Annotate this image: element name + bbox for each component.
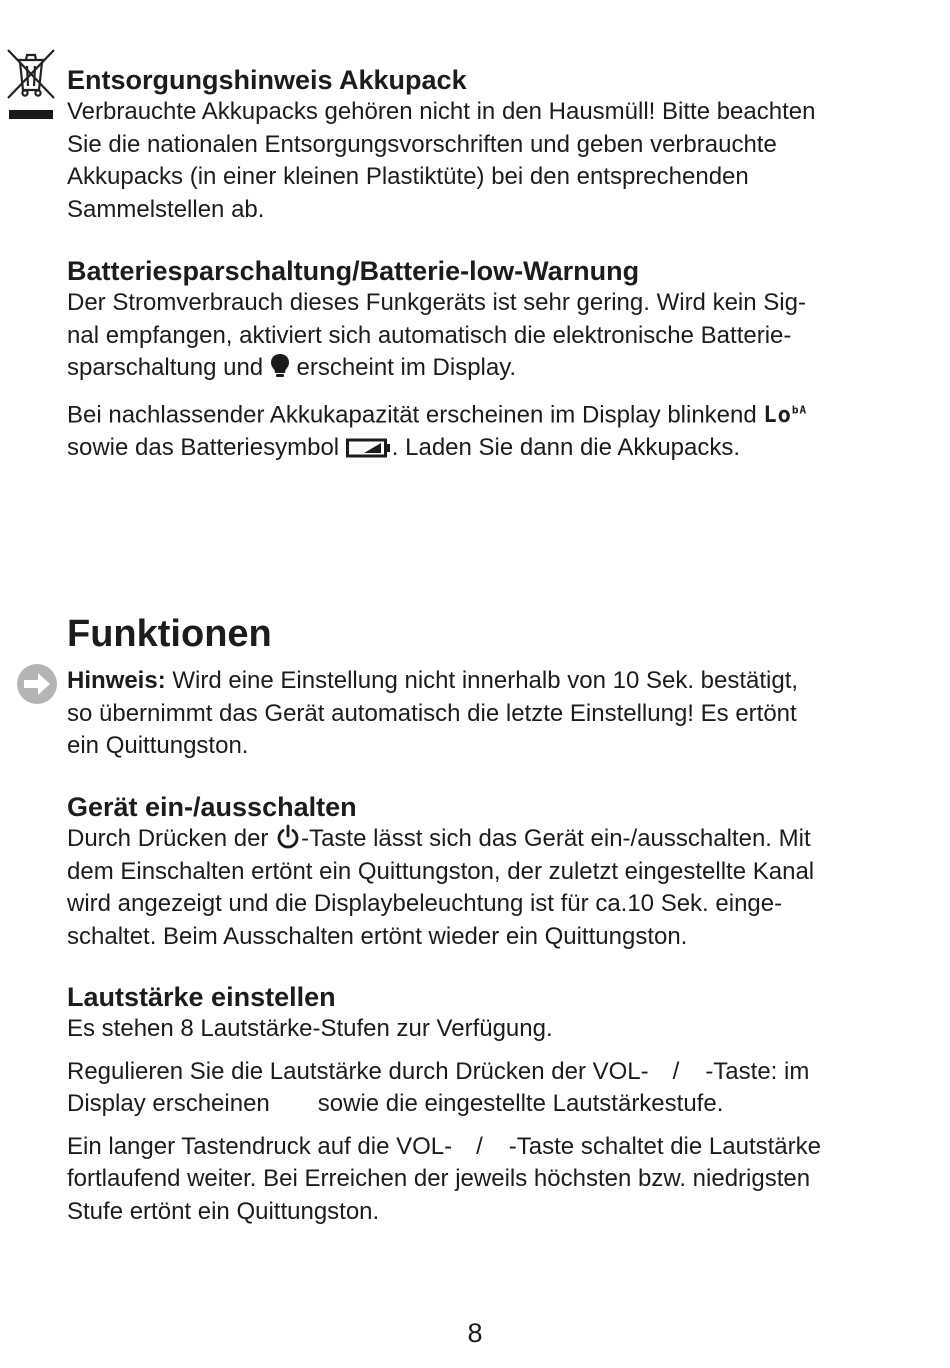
functions-note-text	[67, 665, 897, 763]
volume-p2-slash: /	[672, 1057, 680, 1085]
disposal-line-1: Verbrauchte Akkupacks gehören nicht in den Hausmüll! Bitte beachten	[67, 98, 816, 125]
power-saving-bulb-icon	[270, 353, 290, 379]
volume-p3-line-2: fortlaufend weiter. Bei Erreichen der jeweils höchsten bzw. niedrigsten	[67, 1165, 811, 1192]
power-line-1a: Durch Drücken der	[67, 825, 276, 852]
volume-section	[67, 981, 897, 1228]
disposal-line-4: Sammelstellen ab.	[67, 195, 265, 223]
battery-saving-paragraph-2	[67, 395, 897, 465]
battery-saving-paragraph-1	[67, 287, 897, 385]
volume-p2-line-2a: Display erscheinen	[67, 1090, 270, 1117]
battery-saving-section	[67, 255, 897, 465]
note-line-2: so übernimmt das Gerät automatisch die letzte Einstellung! Es ertönt	[67, 699, 797, 727]
volume-title: Lautstärke einstellen	[67, 982, 336, 1012]
volume-paragraph-2	[67, 1056, 897, 1121]
functions-note	[67, 665, 897, 763]
note-line-1: Wird eine Einstellung nicht innerhalb von 10 Sek. bestätigt,	[165, 667, 799, 694]
volume-p2-line-1b: -Taste: im	[705, 1057, 810, 1085]
disposal-text	[67, 96, 897, 226]
volume-p3-slash: /	[476, 1132, 483, 1160]
power-text	[67, 823, 897, 953]
low-battery-display-text: Lo	[763, 402, 792, 428]
battery-low-icon	[346, 437, 392, 459]
power-icon	[275, 824, 301, 850]
disposal-line-3: Akkupacks (in einer kleinen Plastiktüte) bei den entsprechenden	[67, 163, 749, 190]
power-line-1b: -Taste lässt sich das Gerät ein-/ausschalten. Mit	[301, 825, 811, 852]
disposal-line-2: Sie die nationalen Entsorgungsvorschriften und geben verbrauchte	[67, 130, 777, 158]
low-battery-display-indicator	[763, 403, 807, 428]
low-battery-line-1: Bei nachlassender Akkukapazität erscheinen im Display blinkend	[67, 400, 764, 428]
power-line-4: schaltet. Beim Ausschalten ertönt wieder ein Quittungston.	[67, 922, 688, 950]
battery-saving-line-2: nal empfangen, aktiviert sich automatisch die elektronische Batterie-	[67, 321, 792, 349]
low-battery-display-sup: bA	[791, 403, 808, 417]
battery-saving-title: Batteriesparschaltung/Batterie-low-Warnung	[67, 256, 640, 286]
disposal-title: Entsorgungshinweis Akkupack	[67, 65, 467, 95]
volume-p3-line-3: Stufe ertönt ein Quittungston.	[67, 1197, 380, 1225]
volume-paragraph-1: Es stehen 8 Lautstärke-Stufen zur Verfügung.	[67, 1015, 553, 1042]
disposal-section	[67, 64, 897, 226]
low-battery-line-2b: . Laden Sie dann die Akkupacks.	[391, 434, 741, 462]
volume-p2-line-1a: Regulieren Sie die Lautstärke durch Drücken der VOL-	[67, 1057, 649, 1085]
power-section	[67, 791, 897, 953]
battery-saving-line-1: Der Stromverbrauch dieses Funkgeräts ist sehr gering. Wird kein Sig-	[67, 289, 806, 316]
functions-heading: Funktionen	[67, 613, 272, 655]
note-label: Hinweis:	[67, 667, 166, 694]
battery-saving-line-3b: erscheint im Display.	[289, 354, 517, 381]
volume-paragraph-3	[67, 1131, 897, 1229]
power-title: Gerät ein-/ausschalten	[67, 792, 357, 822]
volume-p3-line-1a: Ein langer Tastendruck auf die VOL-	[67, 1132, 453, 1160]
volume-p2-line-2b: sowie die eingestellte Lautstärkestufe.	[317, 1090, 724, 1117]
note-arrow-icon	[16, 663, 58, 705]
power-line-3: wird angezeigt und die Displaybeleuchtung ist für ca.10 Sek. einge-	[67, 890, 783, 917]
volume-p3-line-1b: -Taste schaltet die Lautstärke	[508, 1132, 821, 1160]
low-battery-line-2a: sowie das Batteriesymbol	[67, 434, 346, 462]
note-line-3: ein Quittungston.	[67, 732, 249, 759]
power-line-2: dem Einschalten ertönt ein Quittungston, der zuletzt eingestellte Kanal	[67, 857, 815, 885]
page-number: 8	[467, 1318, 483, 1348]
crossed-out-bin-icon	[6, 46, 56, 124]
battery-saving-line-3a: sparschaltung und	[67, 354, 270, 381]
